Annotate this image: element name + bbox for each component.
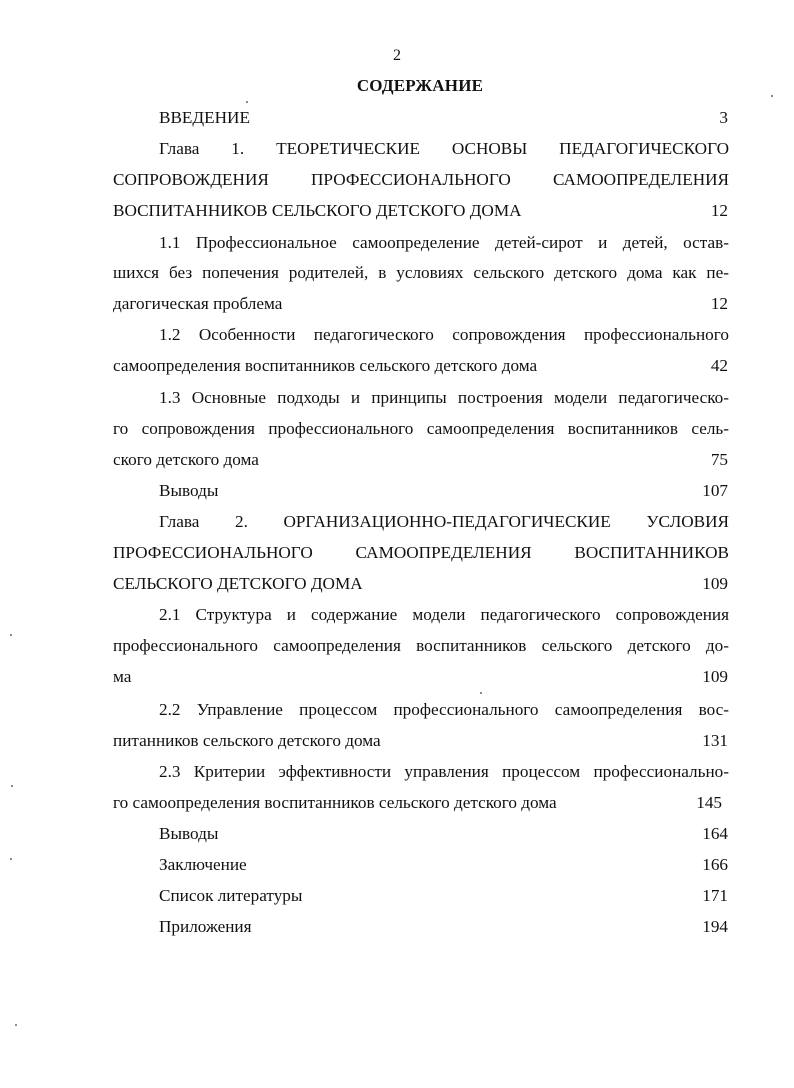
toc-entry-page: 171 <box>702 886 728 905</box>
toc-entry-page: 194 <box>702 917 728 936</box>
toc-entry-line: Глава 1. ТЕОРЕТИЧЕСКИЕ ОСНОВЫ ПЕДАГОГИЧЕСКОГО <box>159 139 729 158</box>
toc-entry-line: СОПРОВОЖДЕНИЯ ПРОФЕССИОНАЛЬНОГО САМООПРЕДЕЛЕНИЯ <box>113 170 729 189</box>
toc-entry-line: СЕЛЬСКОГО ДЕТСКОГО ДОМА <box>113 574 363 593</box>
page-title: СОДЕРЖАНИЕ <box>356 76 484 95</box>
toc-entry-section-2-1 <box>0 603 794 627</box>
toc-entry-label: Список литературы <box>159 886 303 905</box>
toc-entry-conclusion <box>0 853 794 877</box>
toc-entry-page: 75 <box>710 450 728 469</box>
toc-entry-line: 2.2 Управление процессом профессионального самоопределения вос- <box>159 700 729 719</box>
toc-entry-page: 109 <box>702 574 728 593</box>
toc-entry-section-1-3-end <box>0 448 794 472</box>
toc-entry-section-1-1 <box>0 231 794 255</box>
toc-entry-section-1-3-cont <box>0 417 794 441</box>
toc-entry-section-2-1-cont <box>0 634 794 658</box>
toc-entry-introduction <box>0 106 794 130</box>
toc-entry-label: Приложения <box>159 917 252 936</box>
toc-entry-conclusions-1 <box>0 479 794 503</box>
toc-entry-section-1-2 <box>0 323 794 347</box>
toc-entry-line: ского детского дома <box>113 450 259 469</box>
toc-entry-line: самоопределения воспитанников сельского детского дома <box>113 356 538 375</box>
toc-entry-page: 145 <box>696 793 722 812</box>
toc-entry-section-2-2-end <box>0 729 794 753</box>
toc-entry-page: 164 <box>702 824 728 843</box>
toc-entry-section-1-1-cont <box>0 261 794 285</box>
toc-entry-page: 109 <box>702 667 728 686</box>
toc-entry-line: 2.1 Структура и содержание модели педагогического сопровождения <box>159 605 729 624</box>
toc-entry-page: 166 <box>702 855 728 874</box>
toc-entry-line: дагогическая проблема <box>113 294 283 313</box>
toc-entry-line: ма <box>113 667 132 686</box>
toc-entry-line: 2.3 Критерии эффективности управления процессом профессионально- <box>159 762 729 781</box>
toc-entry-page: 107 <box>702 481 728 500</box>
toc-entry-chapter-2-cont <box>0 541 794 565</box>
scan-speck <box>11 785 13 787</box>
toc-entry-label: Выводы <box>159 481 219 500</box>
toc-entry-chapter-1-cont <box>0 168 794 192</box>
toc-entry-section-2-1-end <box>0 665 794 689</box>
toc-entry-label: Выводы <box>159 824 219 843</box>
toc-entry-page: 131 <box>702 731 728 750</box>
toc-entry-line: ПРОФЕССИОНАЛЬНОГО САМООПРЕДЕЛЕНИЯ ВОСПИТАННИКОВ <box>113 543 729 562</box>
page-number: 2 <box>393 47 401 64</box>
toc-entry-page: 12 <box>710 201 728 220</box>
toc-entry-line: 1.2 Особенности педагогического сопровождения профессионального <box>159 325 729 344</box>
toc-entry-line: шихся без попечения родителей, в условиях сельского детского дома как пе- <box>113 263 729 282</box>
toc-entry-page: 12 <box>710 294 728 313</box>
toc-entry-line: го самоопределения воспитанников сельского детского дома <box>113 793 557 812</box>
toc-entry-section-2-3-end <box>0 791 794 815</box>
toc-entry-section-1-2-end <box>0 354 794 378</box>
scan-speck <box>15 1024 17 1026</box>
toc-entry-chapter-1-end <box>0 199 794 223</box>
toc-entry-chapter-2-end <box>0 572 794 596</box>
scan-speck <box>771 95 773 97</box>
toc-entry-references <box>0 884 794 908</box>
toc-entry-label: ВВЕДЕНИЕ <box>159 108 250 127</box>
toc-entry-section-2-2 <box>0 698 794 722</box>
toc-entry-page: 42 <box>710 356 728 375</box>
toc-entry-line: профессионального самоопределения воспитанников сельского детского до- <box>113 636 729 655</box>
toc-entry-line: го сопровождения профессионального самоопределения воспитанников сель- <box>113 419 729 438</box>
toc-entry-section-1-1-end <box>0 292 794 316</box>
toc-entry-chapter-2 <box>0 510 794 534</box>
toc-entry-chapter-1 <box>0 137 794 161</box>
toc-entry-line: 1.1 Профессиональное самоопределение детей-сирот и детей, остав- <box>159 233 729 252</box>
toc-entry-line: ВОСПИТАННИКОВ СЕЛЬСКОГО ДЕТСКОГО ДОМА <box>113 201 522 220</box>
toc-entry-section-1-3 <box>0 386 794 410</box>
toc-entry-label: Заключение <box>159 855 247 874</box>
toc-entry-appendices <box>0 915 794 939</box>
scan-speck <box>246 101 248 103</box>
toc-entry-line: 1.3 Основные подходы и принципы построения модели педагогическо- <box>159 388 729 407</box>
toc-entry-line: питанников сельского детского дома <box>113 731 381 750</box>
toc-entry-section-2-3 <box>0 760 794 784</box>
toc-entry-conclusions-2 <box>0 822 794 846</box>
scan-speck <box>480 692 482 694</box>
toc-entry-page: 3 <box>719 108 728 127</box>
toc-entry-line: Глава 2. ОРГАНИЗАЦИОННО-ПЕДАГОГИЧЕСКИЕ УСЛОВИЯ <box>159 512 729 531</box>
